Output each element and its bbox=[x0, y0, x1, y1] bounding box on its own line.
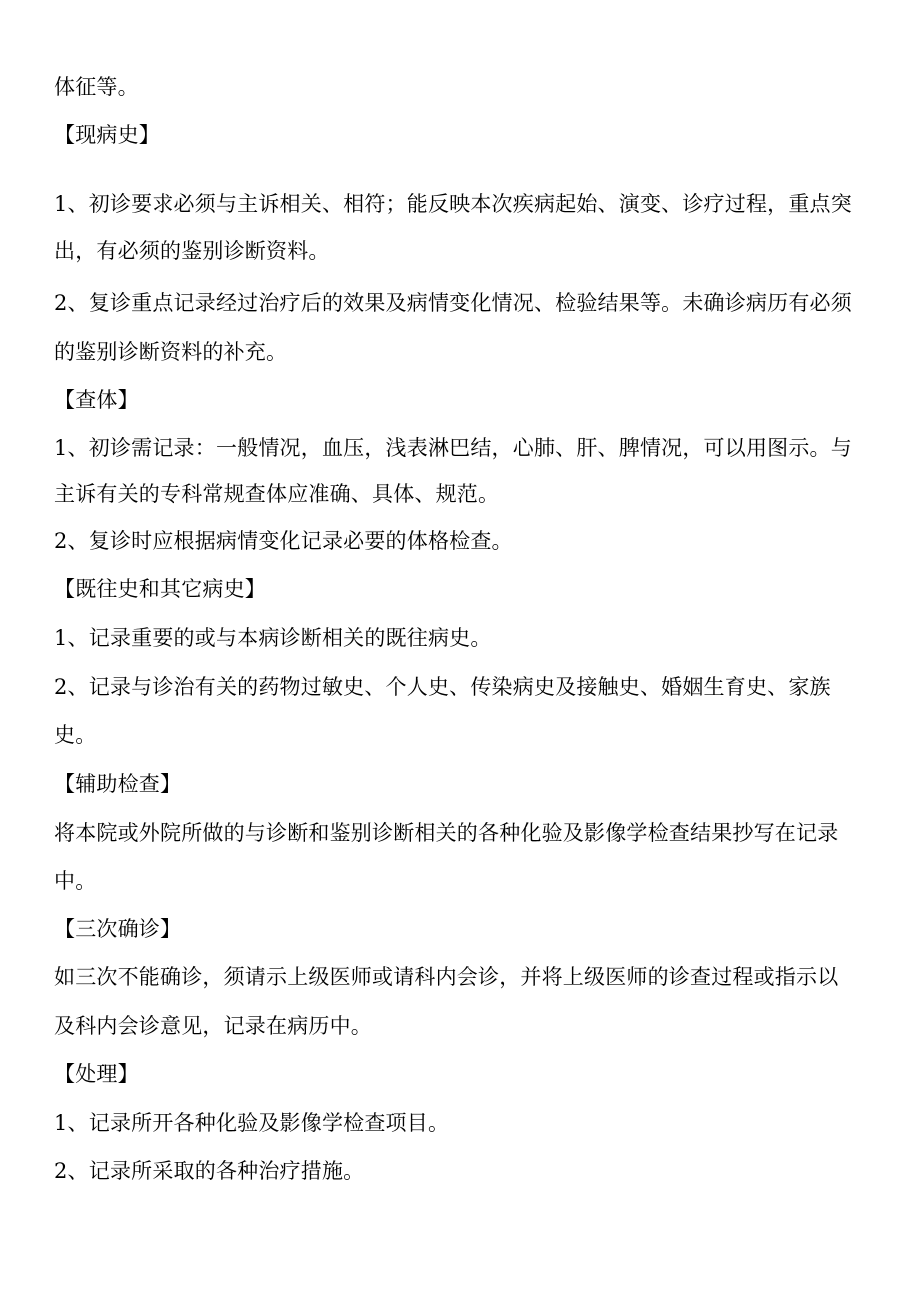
paragraph-line: 2、记录所采取的各种治疗措施。 bbox=[54, 1159, 365, 1183]
section-heading-past-history: 【既往史和其它病史】 bbox=[54, 577, 266, 601]
paragraph-line: 1、记录重要的或与本病诊断相关的既往病史。 bbox=[54, 626, 492, 650]
section-heading-present-history: 【现病史】 bbox=[54, 123, 160, 147]
paragraph-line: 1、初诊要求必须与主诉相关、相符；能反映本次疾病起始、演变、诊疗过程，重点突 bbox=[54, 192, 852, 216]
section-heading-aux-exam: 【辅助检查】 bbox=[54, 772, 182, 796]
paragraph-line: 2、复诊时应根据病情变化记录必要的体格检查。 bbox=[54, 529, 513, 553]
paragraph-line: 1、记录所开各种化验及影像学检查项目。 bbox=[54, 1111, 450, 1135]
paragraph-line: 中。 bbox=[54, 869, 97, 893]
section-heading-three-visits: 【三次确诊】 bbox=[54, 917, 182, 941]
paragraph-line: 史。 bbox=[54, 723, 97, 747]
paragraph-line: 主诉有关的专科常规查体应准确、具体、规范。 bbox=[54, 482, 500, 506]
paragraph-line: 及科内会诊意见，记录在病历中。 bbox=[54, 1014, 372, 1038]
paragraph-line: 的鉴别诊断资料的补充。 bbox=[54, 340, 288, 364]
text-line: 体征等。 bbox=[54, 75, 139, 99]
paragraph-line: 将本院或外院所做的与诊断和鉴别诊断相关的各种化验及影像学检查结果抄写在记录 bbox=[54, 821, 839, 845]
section-heading-treatment: 【处理】 bbox=[54, 1062, 139, 1086]
paragraph-line: 如三次不能确诊，须请示上级医师或请科内会诊，并将上级医师的诊查过程或指示以 bbox=[54, 965, 839, 989]
paragraph-line: 出，有必须的鉴别诊断资料。 bbox=[54, 239, 330, 263]
section-heading-exam: 【查体】 bbox=[54, 388, 139, 412]
paragraph-line: 2、记录与诊治有关的药物过敏史、个人史、传染病史及接触史、婚姻生育史、家族 bbox=[54, 675, 831, 699]
paragraph-line: 2、复诊重点记录经过治疗后的效果及病情变化情况、检验结果等。未确诊病历有必须 bbox=[54, 291, 852, 315]
paragraph-line: 1、初诊需记录：一般情况，血压，浅表淋巴结，心肺、肝、脾情况，可以用图示。与 bbox=[54, 436, 852, 460]
